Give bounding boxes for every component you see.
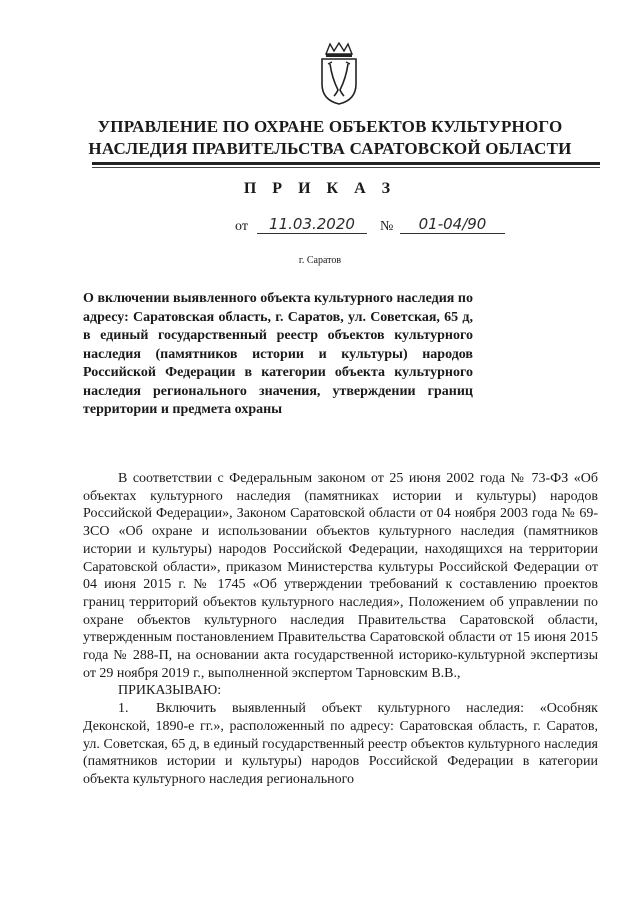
number-value: 01-04/90 xyxy=(400,215,505,234)
city-label: г. Саратов xyxy=(298,255,342,266)
document-type: П Р И К А З xyxy=(243,180,397,197)
item-1-text: Включить выявленный объект культурного наследия: «Особняк Деконской, 1890-е гг.», расположенный по адресу: Саратовская область, г. Саратов, ул. Советская, 65 д, в единый государственный реестр объектов культурного наследия (памятников истории и культуры) народов Российской Федерации в категории объекта культурного наследия регионального xyxy=(83,701,598,787)
org-line-2: НАСЛЕДИЯ ПРАВИТЕЛЬСТВА САРАТОВСКОЙ ОБЛАСТИ xyxy=(88,139,572,158)
item-1-number: 1. xyxy=(118,701,129,717)
header-rule-thick xyxy=(92,162,600,165)
preamble-paragraph: В соответствии с Федеральным законом от 25 июня 2002 года № 73-ФЗ «Об объектах культурного наследия (памятниках истории и культуры) народов Российской Федерации», Законом Саратовской области от 04 ноября 2003 года № 69-ЗСО «Об охране и использовании объектов культурного наследия (памятников истории и культуры) народов Российской Федерации, находящихся на территории Саратовской области», приказом Министерства культуры Российской Федерации от 04 июня 2015 г. № 1745 «Об утверждении требований к составлению проектов границ территорий объектов культурного наследия», Положением об управлении по охране объектов культурного наследия Правительства Саратовской области, утвержденным постановлением Правительства Саратовской области от 15 июня 2015 года № 288-П, на основании акта государственной историко-культурной экспертизы от 29 ноября 2019 г., выполненной экспертом Тарновским В.В., xyxy=(83,471,598,681)
date-label: от xyxy=(235,219,248,234)
coat-of-arms-icon xyxy=(318,42,360,106)
order-word: ПРИКАЗЫВАЮ: xyxy=(118,683,222,699)
date-number-line xyxy=(225,217,525,239)
org-line-1: УПРАВЛЕНИЕ ПО ОХРАНЕ ОБЪЕКТОВ КУЛЬТУРНОГО xyxy=(97,117,563,136)
organization-name xyxy=(60,116,600,160)
number-label: № xyxy=(380,219,394,234)
order-subject: О включении выявленного объекта культурного наследия по адресу: Саратовская область, г. Саратов, ул. Советская, 65 д, в единый государственный реестр объектов культурного наследия (памятников истории и культуры) народов Российской Федерации в категории объекта культурного наследия регионального значения, утверждении границ территории и предмета охраны xyxy=(83,291,473,417)
date-value: 11.03.2020 xyxy=(257,215,367,234)
header-rule-thin xyxy=(92,167,600,168)
item-1-paragraph xyxy=(83,700,598,789)
order-body xyxy=(83,470,598,789)
